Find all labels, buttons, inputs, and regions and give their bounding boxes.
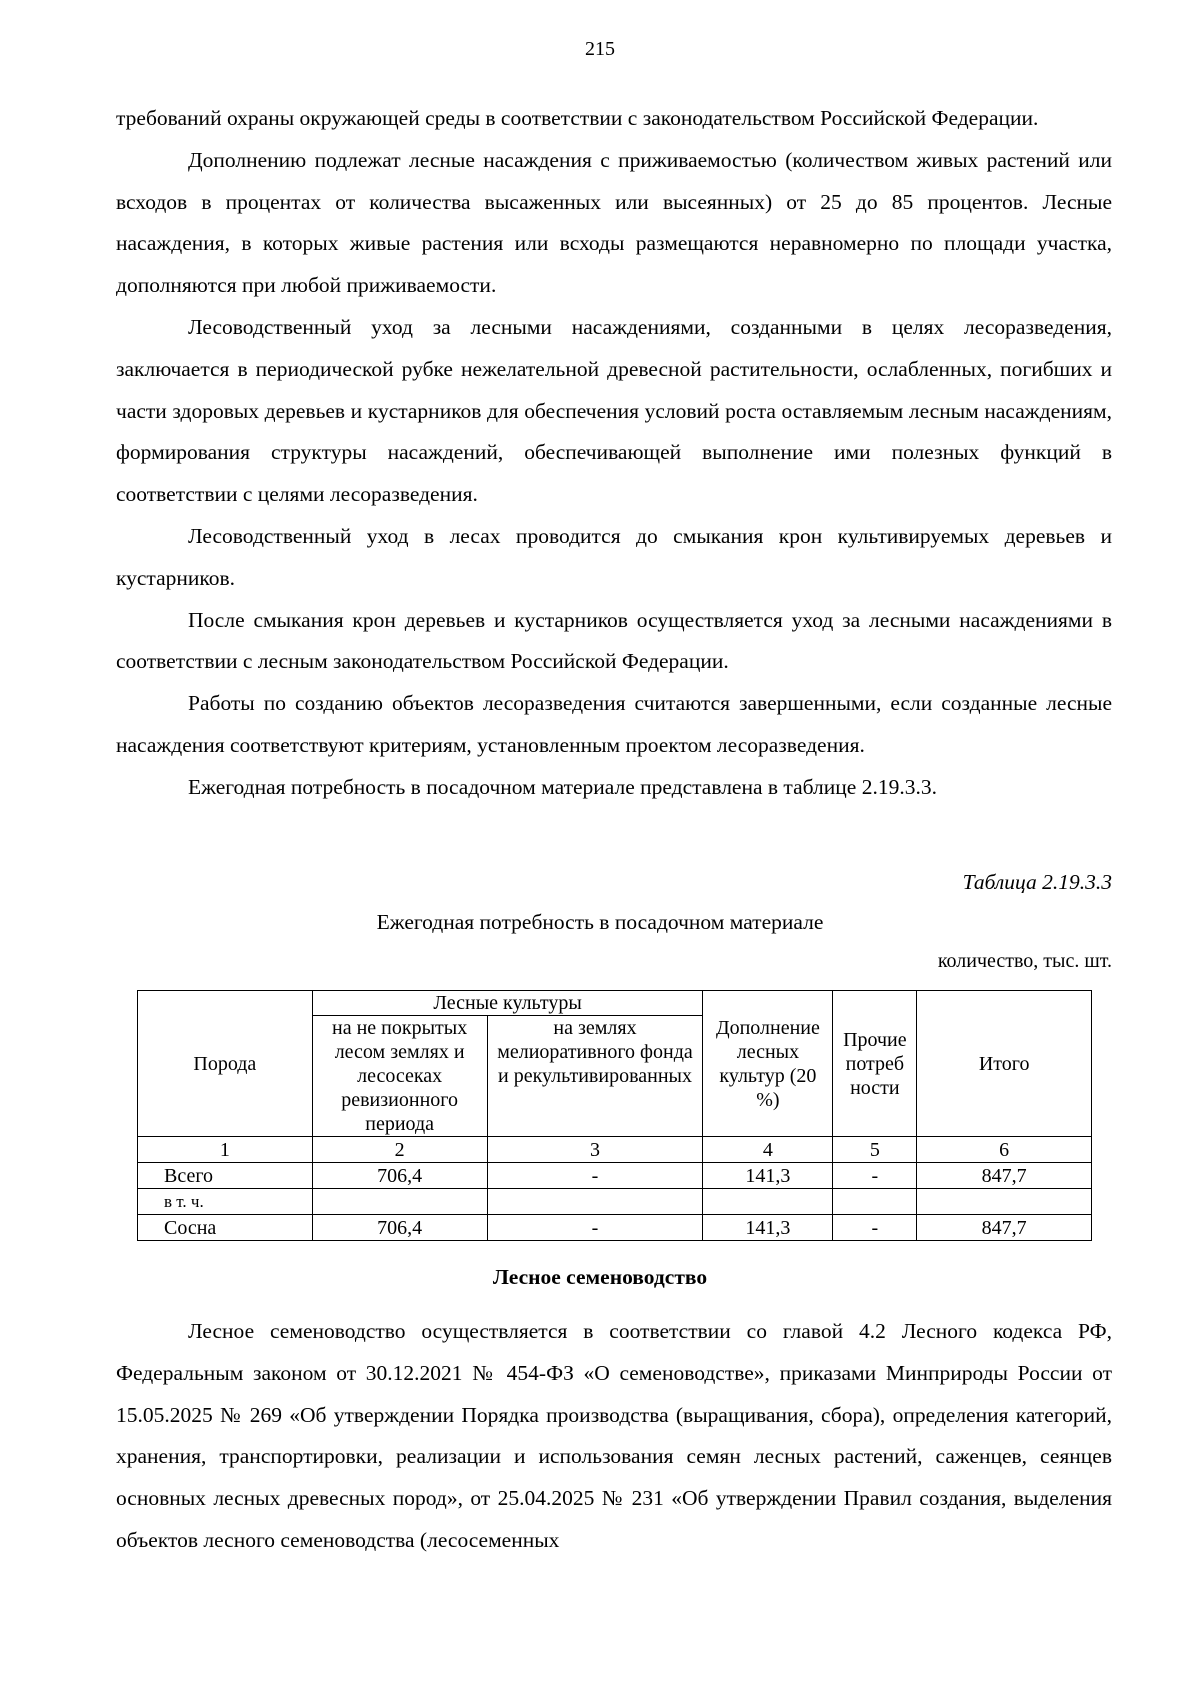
- body-text: [116, 98, 1112, 809]
- cell-value: -: [487, 1215, 703, 1241]
- cell-value: 706,4: [312, 1215, 487, 1241]
- header-uncovered-lands: на не покрытых лесом землях и лесосеках ревизионного периода: [312, 1016, 487, 1137]
- paragraph-continuation: требований охраны окружающей среды в соответствии с законодательством Российской Федерации.: [116, 106, 1039, 130]
- column-number: 1: [138, 1137, 313, 1163]
- column-number: 3: [487, 1137, 703, 1163]
- table-units: количество, тыс. шт.: [937, 950, 1112, 972]
- planting-material-table: [137, 990, 1092, 1241]
- header-reclaimed-lands: на землях мелиоративного фонда и рекультивированных: [487, 1016, 703, 1137]
- section-body: [116, 1311, 1112, 1562]
- paragraph: Работы по созданию объектов лесоразведения считаются завершенными, если созданные лесные насаждения соответствуют критериям, установленным проектом лесоразведения.: [116, 691, 1112, 757]
- table-row: [138, 1215, 1092, 1241]
- header-supplement: Дополнение лесных культур (20 %): [703, 991, 833, 1137]
- header-forest-cultures: Лесные культуры: [312, 991, 703, 1016]
- cell-value: [703, 1189, 833, 1215]
- paragraph: Лесоводственный уход в лесах проводится до смыкания крон культивируемых деревьев и кустарников.: [116, 523, 1112, 590]
- header-species: Порода: [138, 991, 313, 1137]
- column-number: 6: [917, 1137, 1092, 1163]
- section-heading: Лесное семеноводство: [492, 1265, 708, 1289]
- table-title: Ежегодная потребность в посадочном материале: [376, 910, 824, 934]
- cell-value: [833, 1189, 917, 1215]
- paragraph: Лесоводственный уход за лесными насаждениями, созданными в целях лесоразведения, заключается в периодической рубке нежелательной древесной растительности, ослабленных, погибших и части здоровых деревьев и кустарников для обеспечения условий роста оставляемым лесным насаждениям, формирования структуры насаждений, обеспечивающей выполнение ими полезных функций в соответствии с целями лесоразведения.: [116, 314, 1112, 507]
- header-other-needs: Прочие потреб ности: [833, 991, 917, 1137]
- paragraph: Ежегодная потребность в посадочном материале представлена в таблице 2.19.3.3.: [188, 774, 937, 799]
- row-name: Сосна: [138, 1215, 313, 1241]
- column-number: 5: [833, 1137, 917, 1163]
- row-name: в т. ч.: [138, 1189, 313, 1215]
- paragraph: Лесное семеноводство осуществляется в соответствии со главой 4.2 Лесного кодекса РФ, Федеральным законом от 30.12.2021 № 454-ФЗ «О семеноводстве», приказами Минприроды России от 15.05.2025 № 269 «Об утверждении Порядка производства (выращивания, сбора), определения категорий, хранения, транспортировки, реализации и использования семян лесных растений, саженцев, сеянцев основных лесных древесных пород», от 25.04.2025 № 231 «Об утверждении Правил создания, выделения объектов лесного семеноводства (лесосеменных: [116, 1319, 1112, 1552]
- column-number-row: [138, 1137, 1092, 1163]
- cell-value: 847,7: [917, 1215, 1092, 1241]
- table-row: [138, 1163, 1092, 1189]
- cell-value: 847,7: [917, 1163, 1092, 1189]
- cell-value: [487, 1189, 703, 1215]
- cell-value: -: [833, 1215, 917, 1241]
- cell-value: -: [487, 1163, 703, 1189]
- cell-value: 141,3: [703, 1215, 833, 1241]
- table-row: [138, 1189, 1092, 1215]
- row-name: Всего: [138, 1163, 313, 1189]
- paragraph: Дополнению подлежат лесные насаждения с приживаемостью (количеством живых растений или всходов в процентах от количества высаженных или высеянных) от 25 до 85 процентов. Лесные насаждения, в которых живые растения или всходы размещаются неравномерно по площади участка, дополняются при любой приживаемости.: [116, 147, 1112, 298]
- header-total: Итого: [917, 991, 1092, 1137]
- page-number: 215: [585, 38, 615, 60]
- cell-value: 141,3: [703, 1163, 833, 1189]
- column-number: 4: [703, 1137, 833, 1163]
- paragraph: После смыкания крон деревьев и кустарников осуществляется уход за лесными насаждениями в соответствии с лесным законодательством Российской Федерации.: [116, 607, 1112, 674]
- cell-value: -: [833, 1163, 917, 1189]
- cell-value: [917, 1189, 1092, 1215]
- table-label: Таблица 2.19.3.3: [962, 870, 1112, 894]
- cell-value: [312, 1189, 487, 1215]
- column-number: 2: [312, 1137, 487, 1163]
- cell-value: 706,4: [312, 1163, 487, 1189]
